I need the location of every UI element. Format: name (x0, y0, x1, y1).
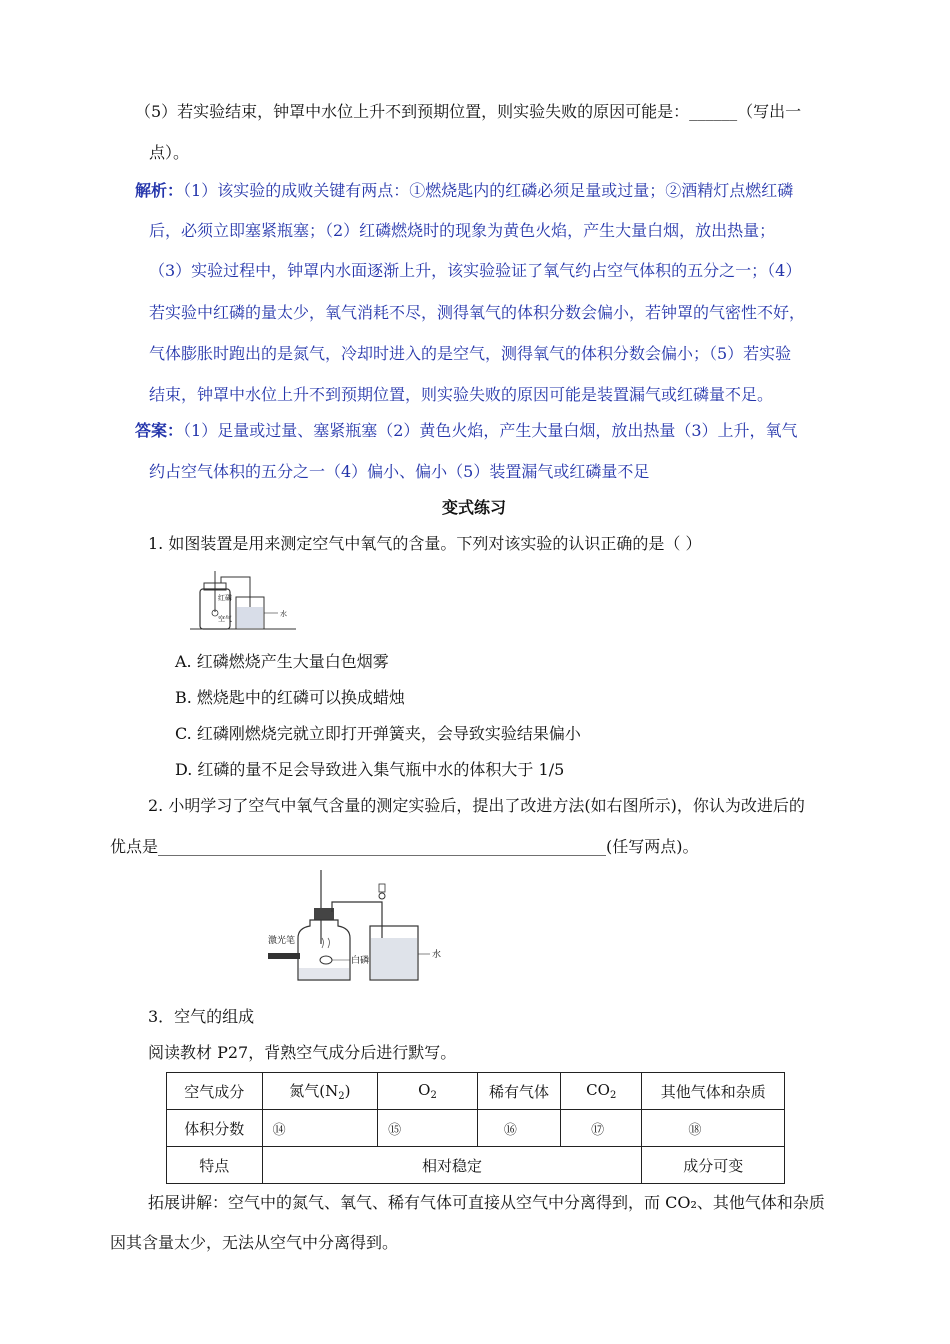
analysis-line2: 后，必须立即塞紧瓶塞；（2）红磷燃烧时的现象为黄色火焰，产生大量白烟，放出热量； (149, 221, 776, 240)
q5-line1: （5）若实验结束，钟罩中水位上升不到预期位置，则实验失败的原因可能是：______（写出一 (135, 102, 802, 121)
air-composition-table (166, 1072, 785, 1184)
q1-label-phosphorus: 红磷 (218, 594, 232, 602)
analysis-line3: （3）实验过程中，钟罩内水面逐渐上升，该实验验证了氧气约占空气体积的五分之一；（4） (149, 261, 802, 280)
q2-label-white-phosphorus: 白磷 (351, 956, 370, 966)
q2-line1: 2. 小明学习了空气中氧气含量的测定实验后，提出了改进方法(如右图所示)，你认为改进后的 (148, 796, 805, 815)
q2-apparatus-figure (266, 868, 456, 986)
answer-line1 (135, 420, 798, 442)
header-co2: $CO_2$ (561, 1073, 642, 1110)
table-row (167, 1110, 785, 1147)
answer-label: 答案： (135, 421, 184, 440)
table-row (167, 1147, 785, 1184)
q1-option-d: D. 红磷的量不足会导致进入集气瓶中水的体积大于 1/5 (175, 760, 565, 779)
section-title: 变式练习 (442, 498, 507, 517)
q3-intro: 阅读教材 P27，背熟空气成分后进行默写。 (148, 1043, 457, 1062)
blank-15[interactable]: ⑮ (378, 1110, 478, 1147)
row-feature: 特点 (167, 1147, 263, 1184)
answer-text: （1）足量或过量、塞紧瓶塞（2）黄色火焰，产生大量白烟，放出热量（3）上升，氧气 (183, 421, 798, 440)
analysis-line5: 气体膨胀时跑出的是氮气，冷却时进入的是空气，测得氧气的体积分数会偏小；（5）若实验 (149, 344, 792, 363)
header-noble-gas: 稀有气体 (477, 1073, 560, 1110)
q1-option-b: B. 燃烧匙中的红磷可以换成蜡烛 (175, 688, 405, 707)
q1-label-air: 空气 (218, 615, 232, 623)
q5-line2: 点）。 (149, 143, 190, 162)
header-other: 其他气体和杂质 (642, 1073, 785, 1110)
blank-17[interactable]: ⑰ (561, 1110, 642, 1147)
analysis-text: （1）该实验的成败关键有两点：①燃烧匙内的红磷必须足量或过量；②酒精灯点燃红磷 (183, 181, 794, 200)
extension-line1: 拓展讲解：空气中的氮气、氧气、稀有气体可直接从空气中分离得到，而 CO₂、其他气体和杂质 (148, 1193, 825, 1212)
table-row (167, 1073, 785, 1110)
header-nitrogen: 氮气$(N_2)$ (262, 1073, 378, 1110)
q2-line2: 优点是________________________________________________________(任写两点)。 (110, 837, 699, 856)
q2-label-laser: 激光笔 (268, 936, 296, 946)
extension-line2: 因其含量太少，无法从空气中分离得到。 (110, 1233, 399, 1252)
q1-option-a: A. 红磷燃烧产生大量白色烟雾 (175, 652, 389, 671)
analysis-line6: 结束，钟罩中水位上升不到预期位置，则实验失败的原因可能是装置漏气或红磷量不足。 (149, 385, 774, 404)
q2-label-water: 水 (432, 950, 442, 960)
q1-label-water: 水 (280, 610, 287, 618)
q1-option-c: C. 红磷刚燃烧完就立即打开弹簧夹，会导致实验结果偏小 (175, 724, 581, 743)
feature-variable: 成分可变 (642, 1147, 785, 1184)
row-volume-fraction: 体积分数 (167, 1110, 263, 1147)
blank-14[interactable]: ⑭ (262, 1110, 378, 1147)
q1-apparatus-figure (188, 567, 298, 637)
analysis-line4: 若实验中红磷的量太少，氧气消耗不尽，测得氧气的体积分数会偏小，若钟罩的气密性不好， (149, 303, 806, 322)
q1-stem: 1. 如图装置是用来测定空气中氧气的含量。下列对该实验的认识正确的是（ ） (148, 534, 702, 553)
q3-title: 3．空气的组成 (148, 1007, 255, 1026)
analysis-label: 解析： (135, 181, 184, 200)
header-component: 空气成分 (167, 1073, 263, 1110)
blank-16[interactable]: ⑯ (477, 1110, 560, 1147)
answer-line2: 约占空气体积的五分之一（4）偏小、偏小（5）装置漏气或红磷量不足 (149, 462, 650, 481)
header-oxygen: $O_2$ (378, 1073, 478, 1110)
blank-18[interactable]: ⑱ (642, 1110, 785, 1147)
feature-stable: 相对稳定 (262, 1147, 642, 1184)
analysis-line1 (135, 180, 793, 202)
